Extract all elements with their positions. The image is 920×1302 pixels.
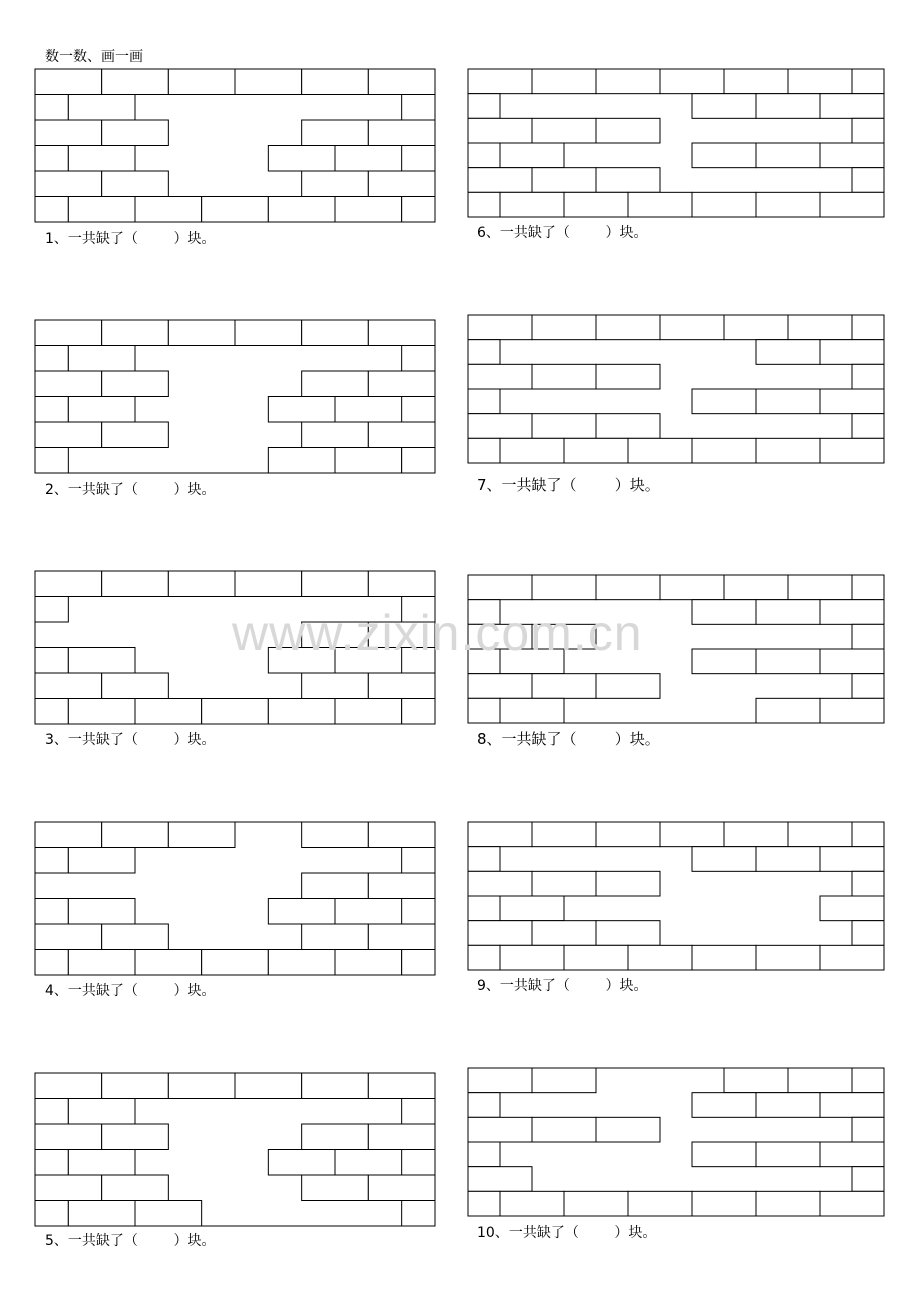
brick: [402, 848, 435, 874]
brick: [756, 94, 820, 119]
brick: [468, 1142, 500, 1167]
brick: [468, 945, 500, 970]
brick: [402, 346, 435, 372]
brick: [820, 192, 884, 217]
brick: [102, 120, 169, 146]
brick: [368, 622, 435, 648]
caption-5: 5、一共缺了（ ）块。: [45, 1233, 216, 1249]
brick: [852, 168, 884, 193]
brick: [35, 648, 68, 674]
brick: [68, 1150, 135, 1176]
brick: [268, 648, 335, 674]
brick: [468, 340, 500, 365]
brick: [35, 597, 68, 623]
brick: [468, 1117, 532, 1142]
brick: [102, 1073, 169, 1099]
brick: [756, 945, 820, 970]
brick: [468, 315, 532, 340]
brick-wall-4: [35, 822, 435, 975]
brick: [68, 950, 135, 976]
brick: [852, 575, 884, 600]
brick: [468, 847, 500, 872]
brick: [302, 120, 369, 146]
brick: [756, 1142, 820, 1167]
brick: [500, 896, 564, 921]
brick: [402, 699, 435, 725]
brick: [532, 921, 596, 946]
brick: [820, 389, 884, 414]
brick: [692, 1142, 756, 1167]
brick: [468, 118, 532, 143]
brick: [532, 674, 596, 699]
brick: [68, 1099, 135, 1125]
brick: [68, 848, 135, 874]
brick: [302, 822, 369, 848]
brick: [820, 1093, 884, 1118]
caption-2: 2、一共缺了（ ）块。: [45, 482, 216, 498]
brick: [692, 1191, 756, 1216]
brick: [402, 197, 435, 223]
brick: [102, 69, 169, 95]
brick: [35, 422, 102, 448]
brick: [692, 1093, 756, 1118]
brick: [302, 571, 369, 597]
caption-9: 9、一共缺了（ ）块。: [477, 978, 648, 994]
brick: [268, 197, 335, 223]
brick: [35, 448, 68, 474]
brick: [724, 822, 788, 847]
brick: [35, 699, 68, 725]
brick: [68, 1201, 135, 1227]
brick: [564, 945, 628, 970]
brick: [564, 1191, 628, 1216]
brick: [402, 397, 435, 423]
brick: [756, 847, 820, 872]
brick-wall-9: [468, 822, 884, 970]
brick: [402, 597, 435, 623]
brick: [102, 924, 169, 950]
brick: [35, 1073, 102, 1099]
caption-8: 8、一共缺了（ ）块。: [477, 730, 660, 748]
brick: [168, 1073, 235, 1099]
brick: [532, 1117, 596, 1142]
brick: [35, 1175, 102, 1201]
brick: [692, 143, 756, 168]
brick: [788, 69, 852, 94]
brick: [268, 1150, 335, 1176]
brick-wall-2: [35, 320, 435, 473]
brick: [852, 69, 884, 94]
brick: [660, 69, 724, 94]
brick: [368, 120, 435, 146]
brick: [102, 1175, 169, 1201]
brick: [135, 197, 202, 223]
brick: [168, 320, 235, 346]
brick: [402, 648, 435, 674]
brick: [500, 698, 564, 723]
brick: [168, 822, 235, 848]
brick: [596, 315, 660, 340]
brick: [35, 371, 102, 397]
brick: [532, 624, 596, 649]
brick: [468, 192, 500, 217]
brick: [500, 143, 564, 168]
caption-1: 1、一共缺了（ ）块。: [45, 231, 216, 247]
brick: [756, 389, 820, 414]
brick: [302, 622, 369, 648]
brick: [302, 320, 369, 346]
brick: [368, 924, 435, 950]
brick: [756, 143, 820, 168]
brick: [724, 69, 788, 94]
brick: [368, 1175, 435, 1201]
brick-wall-5: [35, 1073, 435, 1226]
brick: [820, 1142, 884, 1167]
brick: [852, 118, 884, 143]
brick: [468, 1068, 532, 1093]
brick: [135, 1201, 202, 1227]
brick: [302, 371, 369, 397]
brick: [756, 340, 820, 365]
brick: [468, 674, 532, 699]
brick: [168, 69, 235, 95]
brick: [500, 192, 564, 217]
brick: [724, 315, 788, 340]
brick: [596, 69, 660, 94]
brick: [468, 389, 500, 414]
brick: [852, 364, 884, 389]
brick: [660, 315, 724, 340]
caption-7: 7、一共缺了（ ）块。: [477, 476, 660, 494]
brick: [302, 171, 369, 197]
brick: [402, 146, 435, 172]
brick: [628, 945, 692, 970]
brick: [35, 571, 102, 597]
brick: [852, 822, 884, 847]
brick: [852, 871, 884, 896]
brick: [368, 873, 435, 899]
brick: [532, 315, 596, 340]
brick: [35, 95, 68, 121]
brick: [468, 871, 532, 896]
brick: [820, 945, 884, 970]
brick: [302, 924, 369, 950]
brick: [302, 69, 369, 95]
brick: [852, 921, 884, 946]
brick: [692, 847, 756, 872]
brick: [692, 389, 756, 414]
brick: [102, 571, 169, 597]
brick: [35, 950, 68, 976]
brick: [756, 1093, 820, 1118]
brick: [500, 945, 564, 970]
brick: [820, 94, 884, 119]
worksheet-title: 数一数、画一画: [45, 49, 143, 65]
brick: [35, 146, 68, 172]
brick: [596, 674, 660, 699]
brick: [468, 822, 532, 847]
brick: [302, 422, 369, 448]
brick: [628, 438, 692, 463]
brick: [235, 69, 302, 95]
brick: [820, 847, 884, 872]
brick: [820, 896, 884, 921]
brick: [102, 171, 169, 197]
brick: [500, 1191, 564, 1216]
brick: [564, 192, 628, 217]
brick: [532, 822, 596, 847]
brick: [756, 192, 820, 217]
brick: [35, 899, 68, 925]
brick: [368, 422, 435, 448]
brick: [532, 1068, 596, 1093]
brick-wall-3: [35, 571, 435, 724]
brick: [756, 600, 820, 625]
brick: [852, 624, 884, 649]
brick: [468, 921, 532, 946]
brick: [302, 1073, 369, 1099]
brick: [724, 1068, 788, 1093]
brick: [532, 69, 596, 94]
brick: [335, 448, 402, 474]
brick-wall-7: [468, 315, 884, 463]
brick: [35, 822, 102, 848]
brick: [135, 950, 202, 976]
brick: [35, 1150, 68, 1176]
brick: [302, 1175, 369, 1201]
brick: [532, 364, 596, 389]
brick: [368, 571, 435, 597]
brick: [68, 899, 135, 925]
brick: [468, 575, 532, 600]
brick: [468, 94, 500, 119]
brick: [102, 673, 169, 699]
brick: [68, 699, 135, 725]
brick: [35, 69, 102, 95]
brick: [788, 1068, 852, 1093]
brick: [368, 1124, 435, 1150]
brick: [820, 1191, 884, 1216]
brick: [368, 371, 435, 397]
brick: [35, 120, 102, 146]
brick: [468, 1191, 500, 1216]
brick: [532, 118, 596, 143]
brick: [402, 95, 435, 121]
brick: [468, 143, 500, 168]
brick: [468, 414, 532, 439]
brick: [852, 1117, 884, 1142]
brick: [402, 1150, 435, 1176]
brick: [852, 1167, 884, 1192]
brick: [692, 192, 756, 217]
brick: [596, 118, 660, 143]
brick: [500, 649, 564, 674]
brick: [820, 649, 884, 674]
brick: [402, 448, 435, 474]
brick: [596, 871, 660, 896]
brick: [202, 197, 269, 223]
brick: [468, 698, 500, 723]
brick: [692, 438, 756, 463]
brick: [235, 320, 302, 346]
brick: [68, 95, 135, 121]
brick: [368, 69, 435, 95]
brick: [35, 673, 102, 699]
brick: [692, 600, 756, 625]
brick: [468, 69, 532, 94]
brick: [268, 899, 335, 925]
brick: [402, 950, 435, 976]
brick: [402, 1201, 435, 1227]
brick: [368, 320, 435, 346]
brick: [35, 1099, 68, 1125]
brick: [102, 320, 169, 346]
brick: [532, 168, 596, 193]
brick: [596, 168, 660, 193]
brick: [268, 146, 335, 172]
brick: [302, 673, 369, 699]
brick: [468, 896, 500, 921]
brick-wall-8: [468, 575, 884, 723]
caption-10: 10、一共缺了（ ）块。: [477, 1225, 657, 1241]
brick: [788, 575, 852, 600]
brick: [68, 397, 135, 423]
brick: [596, 575, 660, 600]
brick: [202, 699, 269, 725]
brick: [852, 674, 884, 699]
brick: [302, 873, 369, 899]
caption-4: 4、一共缺了（ ）块。: [45, 983, 216, 999]
brick-wall-10: [468, 1068, 884, 1216]
brick: [468, 624, 532, 649]
brick: [68, 146, 135, 172]
brick: [628, 1191, 692, 1216]
brick: [788, 822, 852, 847]
brick: [532, 871, 596, 896]
brick: [756, 1191, 820, 1216]
brick: [102, 422, 169, 448]
brick-wall-1: [35, 69, 435, 222]
brick: [35, 1201, 68, 1227]
brick: [235, 1073, 302, 1099]
brick: [268, 448, 335, 474]
brick: [468, 600, 500, 625]
brick: [596, 1117, 660, 1142]
watermark: www.zixin.com.cn: [232, 605, 643, 661]
brick: [68, 648, 135, 674]
brick: [35, 1124, 102, 1150]
brick: [596, 414, 660, 439]
brick: [852, 414, 884, 439]
brick: [852, 315, 884, 340]
brick: [368, 171, 435, 197]
brick: [302, 1124, 369, 1150]
brick: [335, 197, 402, 223]
brick: [268, 950, 335, 976]
brick: [788, 315, 852, 340]
brick: [102, 822, 169, 848]
brick: [368, 673, 435, 699]
brick: [532, 414, 596, 439]
brick: [468, 168, 532, 193]
brick: [756, 649, 820, 674]
brick: [35, 171, 102, 197]
brick: [268, 397, 335, 423]
brick: [368, 822, 435, 848]
brick: [35, 924, 102, 950]
brick: [468, 438, 500, 463]
brick: [596, 921, 660, 946]
brick: [628, 192, 692, 217]
brick: [596, 822, 660, 847]
brick: [500, 438, 564, 463]
brick: [820, 340, 884, 365]
brick: [135, 699, 202, 725]
brick: [402, 899, 435, 925]
brick: [820, 698, 884, 723]
brick: [402, 1099, 435, 1125]
brick: [202, 950, 269, 976]
brick: [35, 346, 68, 372]
brick: [820, 438, 884, 463]
brick-wall-6: [468, 69, 884, 217]
brick: [35, 197, 68, 223]
brick: [335, 950, 402, 976]
brick: [102, 1124, 169, 1150]
brick: [335, 699, 402, 725]
brick: [468, 1167, 532, 1192]
brick: [756, 698, 820, 723]
brick: [102, 371, 169, 397]
brick: [596, 364, 660, 389]
caption-6: 6、一共缺了（ ）块。: [477, 225, 648, 241]
brick: [852, 1068, 884, 1093]
brick: [660, 575, 724, 600]
brick: [35, 320, 102, 346]
brick: [468, 1093, 500, 1118]
brick: [168, 571, 235, 597]
brick: [724, 575, 788, 600]
brick: [660, 822, 724, 847]
brick: [35, 397, 68, 423]
brick: [368, 1073, 435, 1099]
brick: [35, 848, 68, 874]
brick: [235, 571, 302, 597]
brick: [692, 94, 756, 119]
brick: [268, 699, 335, 725]
brick: [756, 438, 820, 463]
brick: [68, 346, 135, 372]
brick: [532, 575, 596, 600]
brick: [468, 649, 500, 674]
caption-3: 3、一共缺了（ ）块。: [45, 732, 216, 748]
brick: [68, 197, 135, 223]
brick: [468, 364, 532, 389]
brick: [692, 649, 756, 674]
brick: [820, 143, 884, 168]
brick: [564, 438, 628, 463]
brick: [692, 945, 756, 970]
brick: [820, 600, 884, 625]
